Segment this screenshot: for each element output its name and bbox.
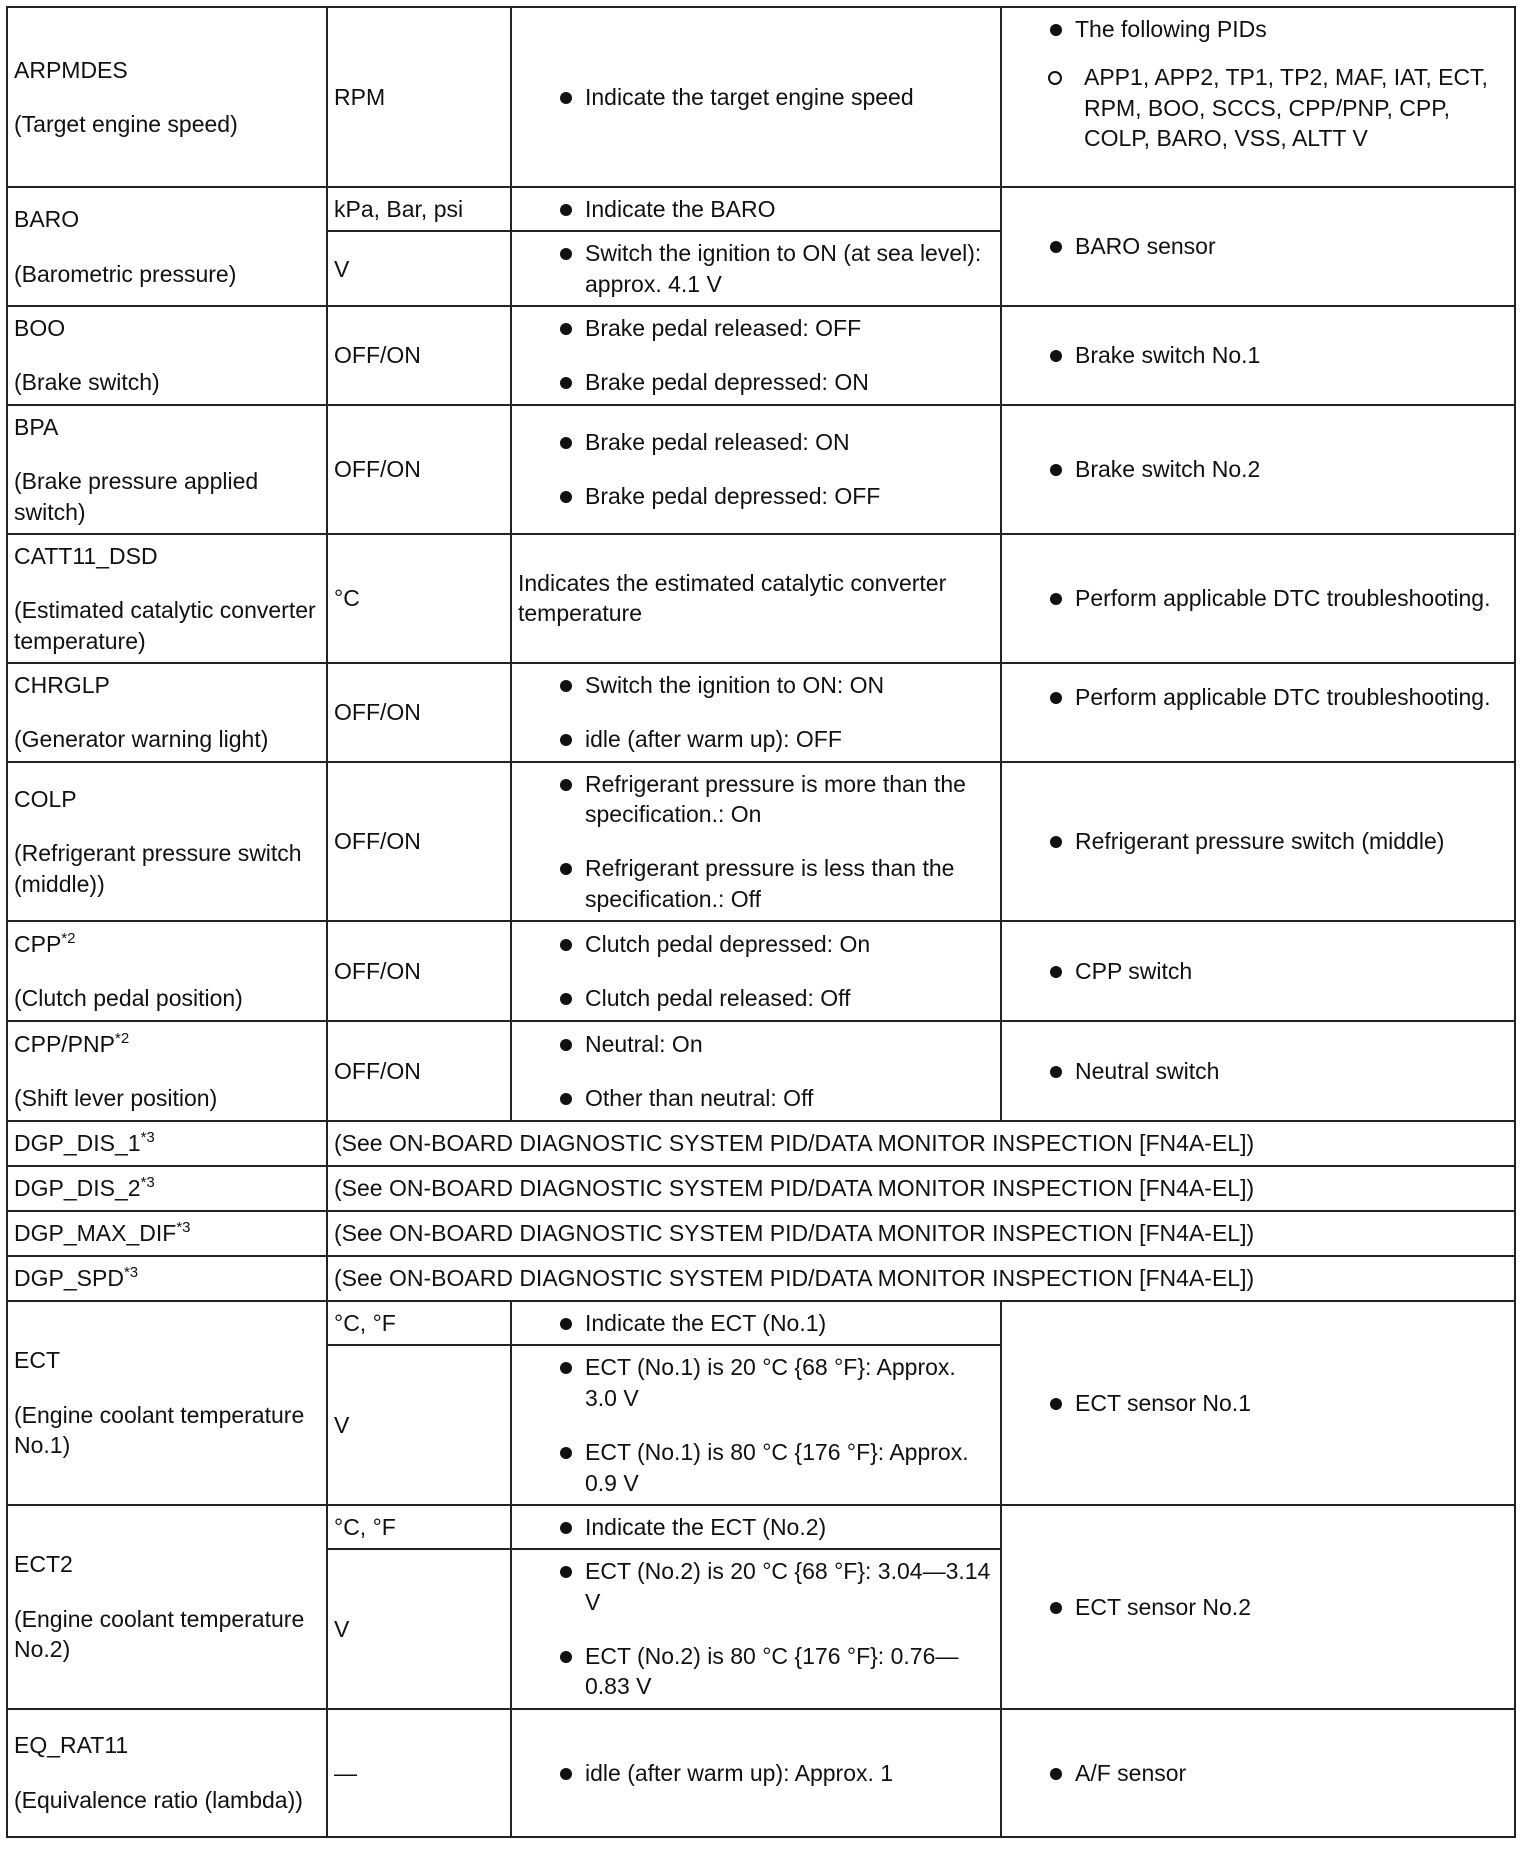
- pid-name-cell: [7, 663, 327, 762]
- condition-cell: [511, 663, 1001, 762]
- pid-description: (Target engine speed): [14, 111, 238, 137]
- check-item: ECT sensor No.1: [1008, 1388, 1508, 1418]
- condition-item: Brake pedal released: OFF: [518, 313, 994, 343]
- pid-name-cell: [7, 405, 327, 534]
- table-row: [7, 405, 1515, 534]
- table-row: [7, 534, 1515, 663]
- footnote-mark: *3: [123, 1264, 139, 1282]
- pid-name-text: CPP/PNP: [14, 1030, 115, 1057]
- condition-item: ECT (No.2) is 20 °C {68 °F}: 3.04—3.14 V: [518, 1556, 994, 1617]
- condition-item: Clutch pedal depressed: On: [518, 929, 994, 959]
- condition-cell: [511, 1345, 1001, 1504]
- condition-item: Neutral: On: [518, 1029, 994, 1059]
- check-item: Refrigerant pressure switch (middle): [1008, 826, 1508, 856]
- condition-item: Other than neutral: Off: [518, 1083, 994, 1113]
- pid-description: (Engine coolant temperature No.2): [14, 1605, 305, 1662]
- table-row: [7, 1021, 1515, 1121]
- check-item-text: The following PIDs: [1075, 16, 1267, 42]
- check-item-cell: [1001, 1301, 1515, 1505]
- pid-description: (Generator warning light): [14, 726, 269, 753]
- pid-name-cell: [7, 1121, 327, 1166]
- condition-cell: [511, 231, 1001, 306]
- pid-name-text: CPP: [14, 930, 62, 957]
- condition-item: Clutch pedal released: Off: [518, 983, 994, 1013]
- condition-item: Brake pedal depressed: OFF: [518, 481, 994, 511]
- condition-item: ECT (No.2) is 80 °C {176 °F}: 0.76—0.83 V: [518, 1641, 994, 1702]
- check-item: Neutral switch: [1008, 1056, 1508, 1086]
- condition-cell: [511, 1505, 1001, 1549]
- check-item: [1008, 14, 1508, 153]
- pid-description: (Brake pressure applied switch): [14, 468, 259, 525]
- table-row: [7, 1121, 1515, 1166]
- condition-cell: [511, 921, 1001, 1021]
- pid-name-cell: [7, 7, 327, 187]
- pid-name-cell: [7, 1709, 327, 1837]
- pid-name-cell: [7, 762, 327, 921]
- check-item: Brake switch No.2: [1008, 454, 1508, 484]
- condition-cell: [511, 1021, 1001, 1121]
- condition-item: Refrigerant pressure is less than the specification.: Off: [518, 853, 994, 914]
- footnote-mark: *2: [114, 1029, 130, 1047]
- table-row: [7, 921, 1515, 1021]
- pid-name: COLP: [14, 785, 77, 812]
- pid-name-cell: [7, 1021, 327, 1121]
- pid-name-cell: [7, 1301, 327, 1505]
- condition-item: Indicate the ECT (No.1): [518, 1308, 994, 1338]
- check-item-cell: [1001, 663, 1515, 762]
- pid-name-cell: [7, 1211, 327, 1256]
- condition-item: Switch the ignition to ON (at sea level): approx. 4.1 V: [518, 238, 994, 299]
- unit-cell: °C: [327, 534, 511, 663]
- pid-name: DGP_SPD: [14, 1265, 124, 1292]
- check-item-cell: [1001, 187, 1515, 306]
- check-item-cell: [1001, 405, 1515, 534]
- check-item-cell: [1001, 534, 1515, 663]
- check-item: Perform applicable DTC troubleshooting.: [1008, 682, 1508, 712]
- table-row: [7, 1505, 1515, 1549]
- condition-cell: [511, 306, 1001, 405]
- check-item: A/F sensor: [1008, 1758, 1508, 1788]
- check-item-cell: [1001, 762, 1515, 921]
- pid-name-cell: [7, 1505, 327, 1709]
- condition-item: ECT (No.1) is 20 °C {68 °F}: Approx. 3.0 V: [518, 1352, 994, 1413]
- pid-name: EQ_RAT11: [14, 1732, 129, 1759]
- unit-cell: OFF/ON: [327, 405, 511, 534]
- pid-name: DGP_MAX_DIF: [14, 1220, 177, 1247]
- pid-name: DGP_DIS_2: [14, 1175, 141, 1202]
- check-item: Brake switch No.1: [1008, 340, 1508, 370]
- condition-cell: [511, 1549, 1001, 1708]
- unit-cell: OFF/ON: [327, 306, 511, 405]
- table-row: [7, 1709, 1515, 1837]
- unit-cell: V: [327, 1549, 511, 1708]
- table-row: [7, 1256, 1515, 1301]
- pid-description: (Barometric pressure): [14, 260, 237, 287]
- condition-item: Brake pedal released: ON: [518, 427, 994, 457]
- condition-cell: [511, 1301, 1001, 1345]
- check-item-cell: [1001, 1709, 1515, 1837]
- unit-cell: —: [327, 1709, 511, 1837]
- pid-name: ARPMDES: [14, 56, 128, 83]
- condition-item: idle (after warm up): OFF: [518, 724, 994, 754]
- pid-monitor-table: [6, 6, 1516, 1838]
- condition-item: Indicate the BARO: [518, 194, 994, 224]
- unit-cell: RPM: [327, 7, 511, 187]
- condition-item: Refrigerant pressure is more than the specification.: On: [518, 769, 994, 830]
- check-item-cell: [1001, 306, 1515, 405]
- check-item-cell: [1001, 7, 1515, 187]
- pid-name: BPA: [14, 413, 59, 440]
- pid-description: (Equivalence ratio (lambda)): [14, 1786, 303, 1813]
- pid-name-cell: [7, 1256, 327, 1301]
- table-row: [7, 762, 1515, 921]
- unit-cell: V: [327, 231, 511, 306]
- pid-name: DGP_DIS_1: [14, 1130, 141, 1157]
- check-item-cell: [1001, 1505, 1515, 1709]
- check-item-cell: [1001, 921, 1515, 1021]
- check-sub-item: APP1, APP2, TP1, TP2, MAF, IAT, ECT, RPM, BOO, SCCS, CPP/PNP, CPP, COLP, BARO, VSS, ALTT V: [1008, 62, 1508, 153]
- table-row: [7, 1166, 1515, 1211]
- pid-description: (Brake switch): [14, 369, 160, 396]
- condition-cell: [511, 762, 1001, 921]
- see-reference-cell: (See ON-BOARD DIAGNOSTIC SYSTEM PID/DATA MONITOR INSPECTION [FN4A-EL]): [327, 1256, 1515, 1301]
- pid-name: BARO: [14, 206, 80, 233]
- check-item: CPP switch: [1008, 956, 1508, 986]
- table-row: [7, 306, 1515, 405]
- see-reference-cell: (See ON-BOARD DIAGNOSTIC SYSTEM PID/DATA MONITOR INSPECTION [FN4A-EL]): [327, 1121, 1515, 1166]
- footnote-mark: *2: [61, 929, 76, 947]
- table-row: [7, 7, 1515, 187]
- condition-cell: [511, 405, 1001, 534]
- table-row: [7, 1211, 1515, 1256]
- table-row: [7, 187, 1515, 231]
- condition-cell: [511, 7, 1001, 187]
- condition-cell: [511, 187, 1001, 231]
- condition-cell: Indicates the estimated catalytic converter temperature: [511, 534, 1001, 663]
- see-reference-cell: (See ON-BOARD DIAGNOSTIC SYSTEM PID/DATA MONITOR INSPECTION [FN4A-EL]): [327, 1211, 1515, 1256]
- table-row: [7, 1301, 1515, 1345]
- pid-name: CATT11_DSD: [14, 542, 158, 569]
- condition-item: Brake pedal depressed: ON: [518, 367, 994, 397]
- check-item: Perform applicable DTC troubleshooting.: [1008, 583, 1508, 613]
- pid-description: (Refrigerant pressure switch (middle)): [14, 840, 302, 897]
- pid-name-cell: [7, 534, 327, 663]
- footnote-mark: *3: [176, 1219, 191, 1237]
- check-item: ECT sensor No.2: [1008, 1592, 1508, 1622]
- unit-cell: OFF/ON: [327, 921, 511, 1021]
- pid-name-cell: [7, 1166, 327, 1211]
- condition-cell: [511, 1709, 1001, 1837]
- unit-cell: kPa, Bar, psi: [327, 187, 511, 231]
- check-item-cell: [1001, 1021, 1515, 1121]
- pid-name: ECT2: [14, 1551, 73, 1578]
- unit-cell: OFF/ON: [327, 663, 511, 762]
- condition-item: Indicate the target engine speed: [518, 82, 994, 112]
- condition-item: Switch the ignition to ON: ON: [518, 670, 994, 700]
- pid-name: [14, 1029, 320, 1059]
- pid-name-cell: [7, 921, 327, 1021]
- pid-name: CHRGLP: [14, 671, 110, 698]
- pid-name: BOO: [14, 315, 66, 342]
- pid-description: (Clutch pedal position): [14, 985, 243, 1012]
- condition-item: Indicate the ECT (No.2): [518, 1512, 994, 1542]
- pid-name-cell: [7, 306, 327, 405]
- unit-cell: OFF/ON: [327, 1021, 511, 1121]
- pid-name: ECT: [14, 1347, 60, 1374]
- footnote-mark: *3: [140, 1174, 155, 1192]
- pid-description: (Shift lever position): [14, 1085, 218, 1112]
- unit-cell: OFF/ON: [327, 762, 511, 921]
- table-row: [7, 663, 1515, 762]
- footnote-mark: *3: [140, 1129, 155, 1147]
- condition-item: ECT (No.1) is 80 °C {176 °F}: Approx. 0.9 V: [518, 1437, 994, 1498]
- check-item: BARO sensor: [1008, 231, 1508, 261]
- pid-name-cell: [7, 187, 327, 306]
- pid-description: (Estimated catalytic converter temperature): [14, 597, 316, 654]
- see-reference-cell: (See ON-BOARD DIAGNOSTIC SYSTEM PID/DATA MONITOR INSPECTION [FN4A-EL]): [327, 1166, 1515, 1211]
- pid-name: [14, 929, 320, 959]
- unit-cell: °C, °F: [327, 1301, 511, 1345]
- unit-cell: °C, °F: [327, 1505, 511, 1549]
- pid-description: (Engine coolant temperature No.1): [14, 1401, 305, 1459]
- unit-cell: V: [327, 1345, 511, 1504]
- condition-item: idle (after warm up): Approx. 1: [518, 1758, 994, 1788]
